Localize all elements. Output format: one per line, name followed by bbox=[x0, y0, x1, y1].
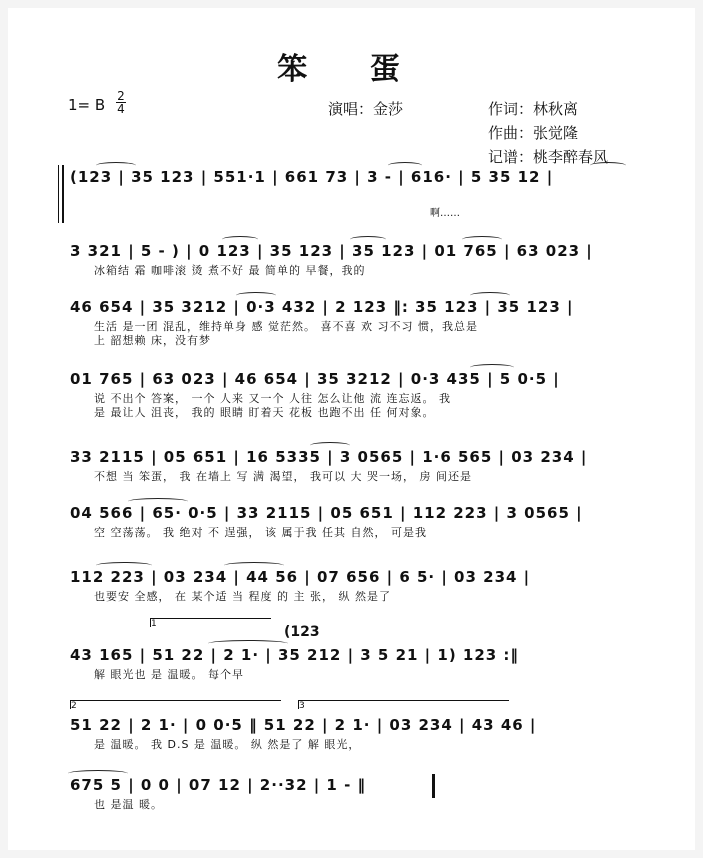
time-top: 2 bbox=[117, 89, 125, 103]
score-line-7 bbox=[0, 552, 703, 610]
score-line-9 bbox=[0, 700, 703, 758]
notes: (123 | 35 123 | 551·1 | 661 73 | 3 - | 616· | 5 35 12 | bbox=[70, 168, 554, 186]
notes: 43 165 | 51 22 | 2 1· | 35 212 | 3 5 21 | 1) 123 :‖ bbox=[70, 646, 519, 664]
score-line-2 bbox=[0, 226, 703, 284]
score-line-8 bbox=[0, 630, 703, 688]
notes: 3 321 | 5 - ) | 0 123 | 35 123 | 35 123 | 01 765 | 63 023 | bbox=[70, 242, 593, 260]
lyrics: 空 空荡荡。 我 绝对 不 逞强， 该 属于我 任其 自然， 可是我 bbox=[94, 526, 427, 539]
song-title: 笨 蛋 bbox=[277, 52, 426, 87]
notes: 01 765 | 63 023 | 46 654 | 35 3212 | 0·3 435 | 5 0·5 | bbox=[70, 370, 560, 388]
notes: 112 223 | 03 234 | 44 56 | 07 656 | 6 5· | 03 234 | bbox=[70, 568, 531, 586]
volta-number: 3 bbox=[299, 701, 305, 711]
slur bbox=[128, 498, 188, 505]
key-signature: 1= B bbox=[68, 96, 106, 114]
notes: 46 654 | 35 3212 | 0·3 432 | 2 123 ‖: 35 123 | 35 123 | bbox=[70, 298, 574, 316]
lyricist-credit: 作词：林秋离 bbox=[488, 100, 579, 118]
score-line-1 bbox=[0, 152, 703, 219]
score-line-5 bbox=[0, 432, 703, 490]
score-line-4 bbox=[0, 354, 703, 419]
slur bbox=[222, 236, 258, 243]
lyrics: 生活 是一团 混乱，维持单身 感 觉茫然。 喜不喜 欢 习不习 惯，我总是 bbox=[94, 320, 478, 333]
slur bbox=[96, 562, 152, 569]
volta-bracket-1 bbox=[150, 618, 271, 627]
slur bbox=[462, 236, 502, 243]
lyrics: 解 眼光也 是 温暖。 每个早 bbox=[94, 668, 244, 681]
repeat-intro: (123 bbox=[284, 624, 320, 640]
volta-number: 1 bbox=[151, 619, 157, 629]
notes: 04 566 | 65· 0·5 | 33 2115 | 05 651 | 112 223 | 3 0565 | bbox=[70, 504, 583, 522]
lyrics: 不想 当 笨蛋， 我 在墙上 写 满 渴望， 我可以 大 哭一场， 房 间还是 bbox=[94, 470, 472, 483]
lyrics: 说 不出个 答案， 一个 人来 又一个 人往 怎么让他 流 连忘返。 我 bbox=[94, 392, 451, 405]
lyrics: 是 温暖。 我 D.S 是 温暖。 纵 然是了 解 眼光， bbox=[94, 738, 361, 751]
slur bbox=[208, 640, 288, 647]
slur bbox=[96, 162, 136, 169]
score-line-10 bbox=[0, 760, 703, 818]
ah-annotation: 啊…… bbox=[430, 208, 460, 219]
slur bbox=[350, 236, 386, 243]
slur bbox=[388, 162, 422, 169]
slur bbox=[310, 442, 350, 449]
lyrics-verse-2: 上 韶想赖 床，没有梦 bbox=[94, 334, 211, 347]
notes: 675 5 | 0 0 | 07 12 | 2··32 | 1 - ‖ bbox=[70, 776, 367, 794]
transcriber-credit: 记谱：桃李醉春风 bbox=[488, 148, 609, 166]
slur bbox=[236, 292, 276, 299]
time-bottom: 4 bbox=[117, 102, 125, 116]
slur bbox=[470, 292, 510, 299]
lyrics: 冰箱结 霜 咖啡滚 烫 煮不好 最 简单的 早餐，我的 bbox=[94, 264, 366, 277]
lyrics-verse-2: 是 最让人 沮丧， 我的 眼睛 盯着天 花板 也跑不出 任 何对象。 bbox=[94, 406, 435, 419]
composer-credit: 作曲：张觉隆 bbox=[488, 124, 579, 142]
lyrics: 也要安 全感， 在 某个适 当 程度 的 主 张， 纵 然是了 bbox=[94, 590, 391, 603]
slur bbox=[224, 562, 284, 569]
singer-credit: 演唱：金莎 bbox=[328, 100, 404, 118]
score-line-3 bbox=[0, 282, 703, 347]
slur bbox=[470, 364, 514, 371]
notes: 51 22 | 2 1· | 0 0·5 ‖ 51 22 | 2 1· | 03 234 | 43 46 | bbox=[70, 716, 537, 734]
notes: 33 2115 | 05 651 | 16 5335 | 3 0565 | 1·6 565 | 03 234 | bbox=[70, 448, 588, 466]
slur bbox=[590, 162, 626, 169]
time-signature bbox=[116, 90, 126, 115]
final-barline bbox=[432, 774, 435, 798]
volta-number: 2 bbox=[71, 701, 77, 711]
score-line-6 bbox=[0, 488, 703, 546]
slur bbox=[68, 770, 128, 777]
lyrics: 也 是温 暖。 bbox=[94, 798, 163, 811]
